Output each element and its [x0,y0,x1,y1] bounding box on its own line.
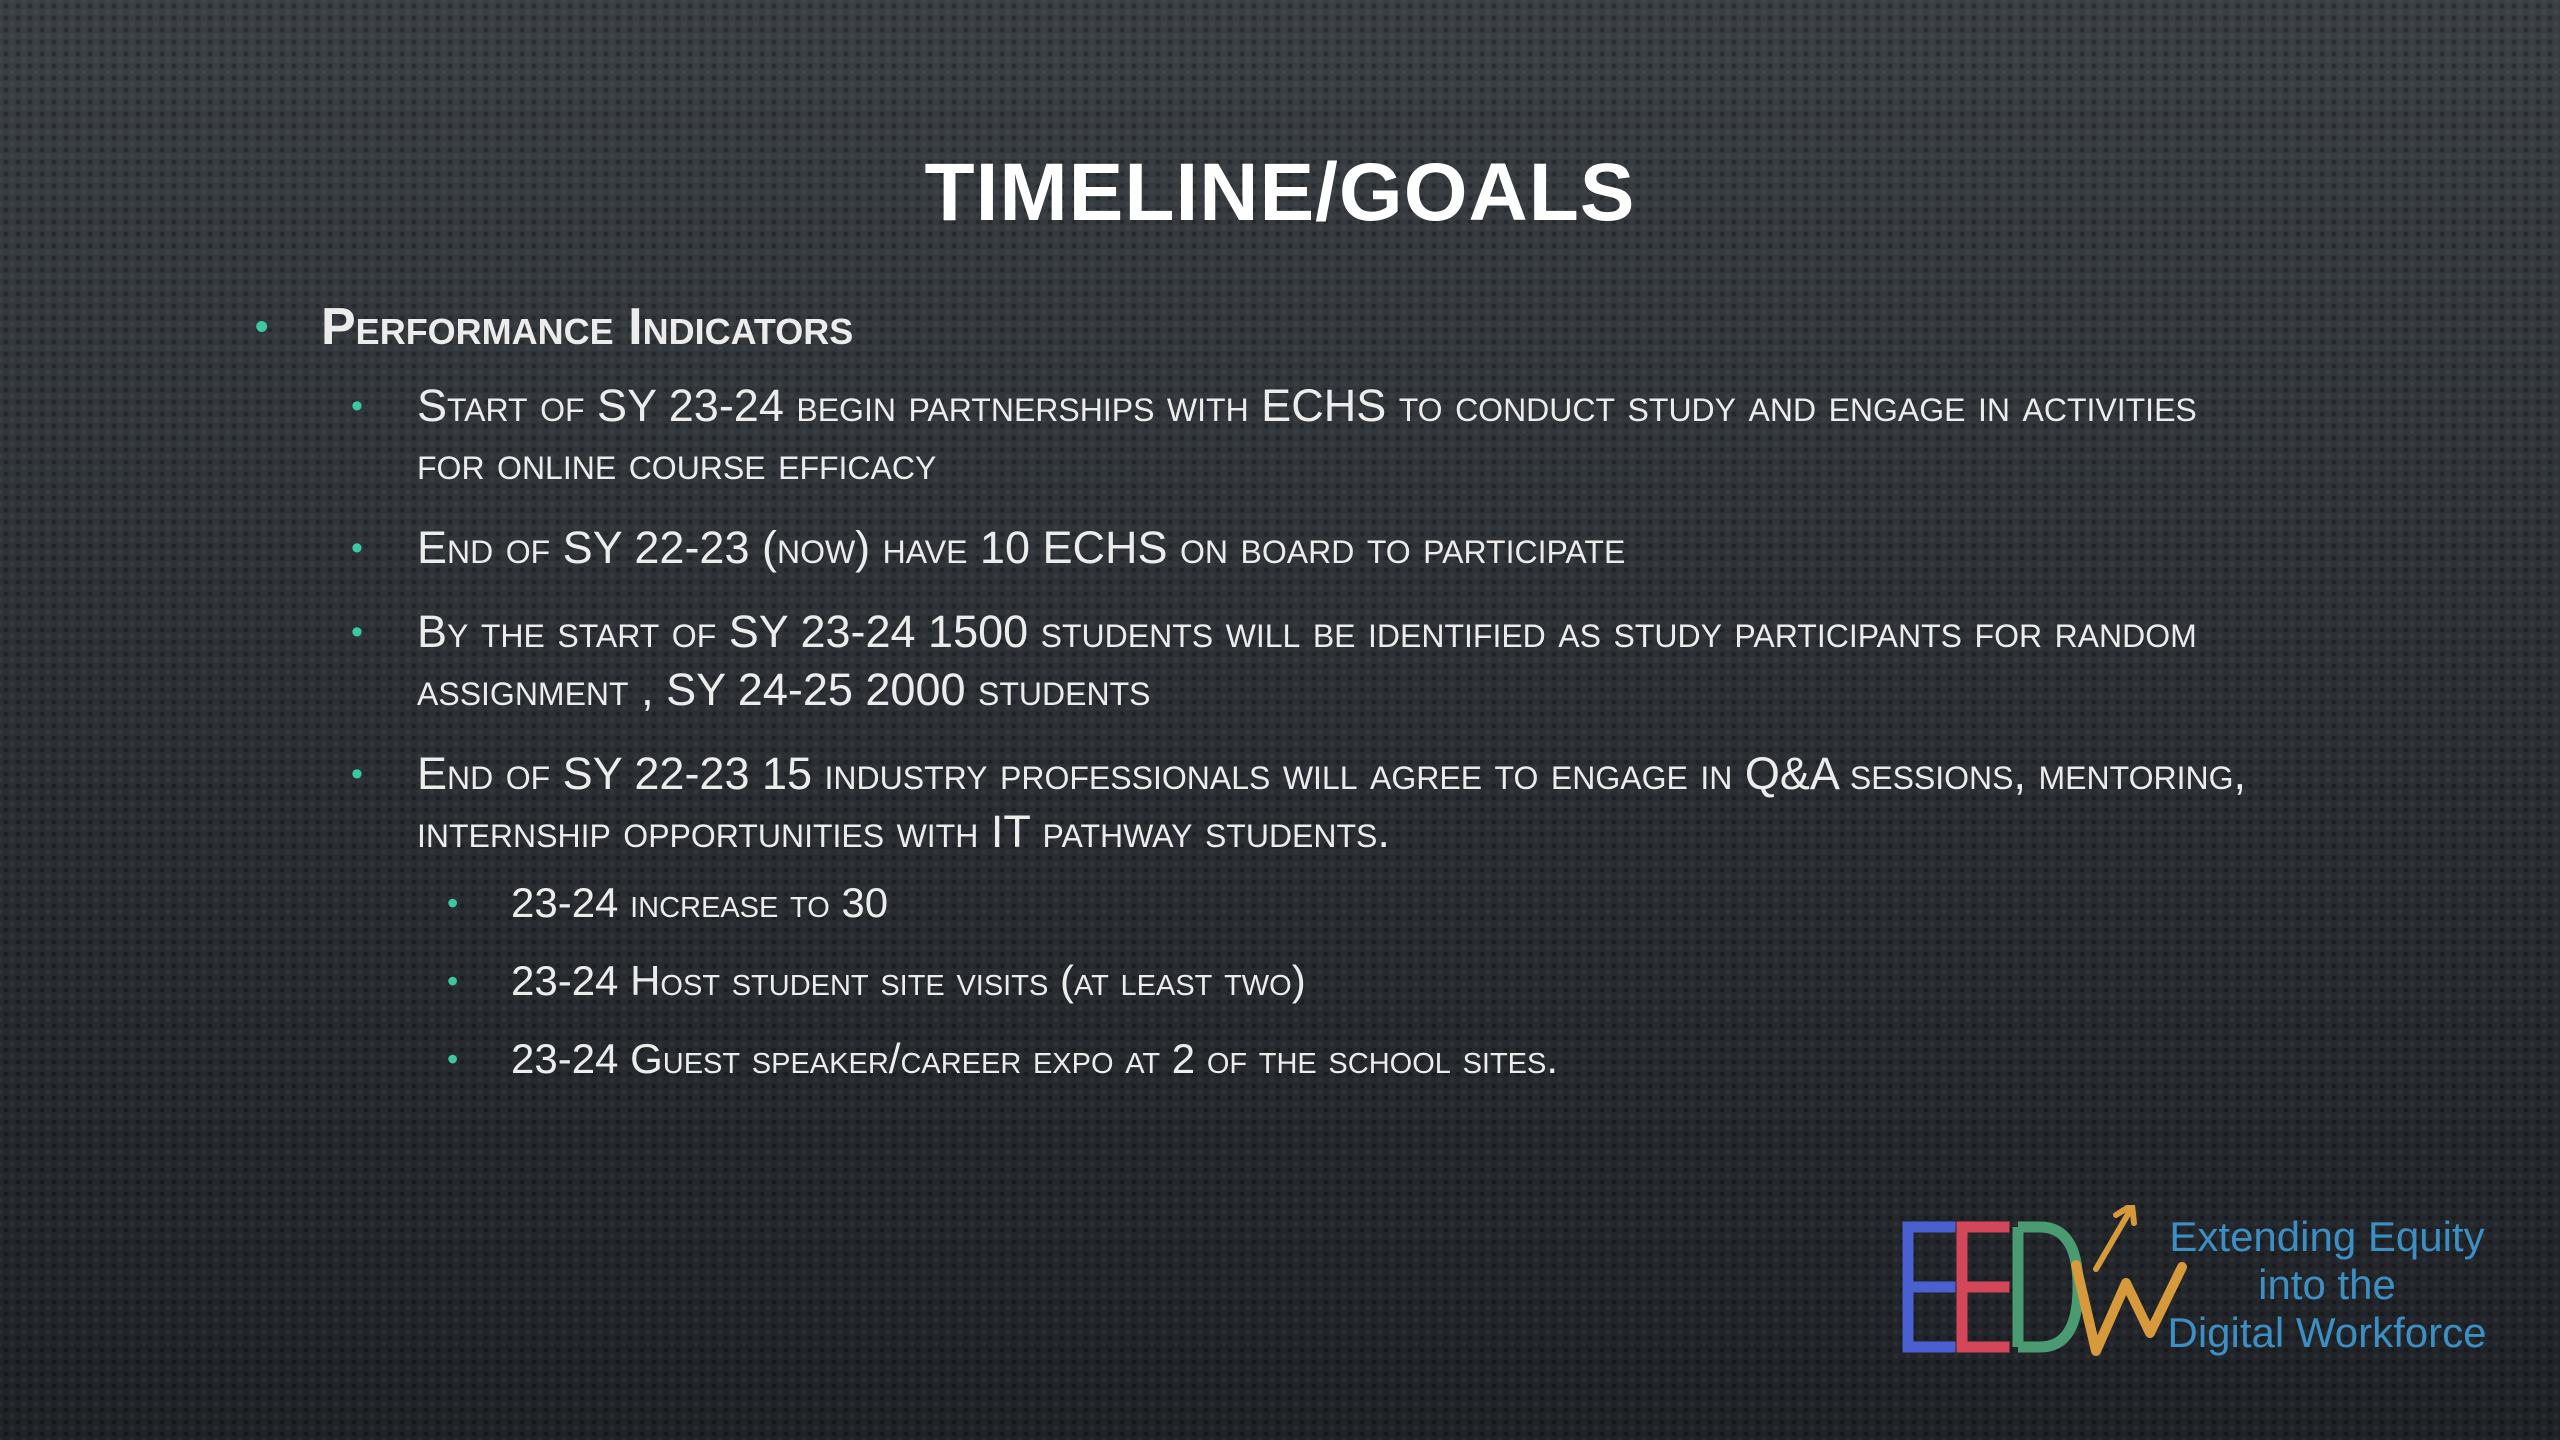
section-heading-item [255,295,2255,1087]
logo-tagline [2152,1213,2502,1357]
bullet-dot-icon: • [351,613,363,651]
bullet-list-level-1 [255,295,2255,1087]
list-item-text: End of SY 22-23 (now) have 10 ECHS on board to participate [417,522,1626,573]
slide-content [255,295,2255,1113]
bullet-dot-icon: • [255,306,269,348]
logo-line-2: into the [2258,1261,2396,1308]
list-item-text: By the start of SY 23-24 1500 students will be identified as study participants for random assignment , SY 24-25 2000 students [417,606,2197,715]
section-heading: Performance Indicators [321,298,854,356]
list-item [351,603,2255,719]
logo-line-1: Extending Equity [2169,1213,2485,1260]
bullet-dot-icon: • [447,1041,459,1077]
eedw-logo [1900,1205,2500,1365]
sub-list-item [447,875,2255,931]
bullet-dot-icon: • [351,387,363,425]
eedw-logo-mark-icon [1900,1205,2190,1365]
slide-title: TIMELINE/GOALS [924,147,1636,238]
logo-line-3: Digital Workforce [2167,1309,2487,1356]
bullet-dot-icon: • [447,963,459,999]
sub-list-item [447,1031,2255,1087]
sub-list-item-text: 23-24 increase to 30 [511,879,889,926]
bullet-dot-icon: • [351,529,363,567]
bullet-list-level-3 [447,875,2255,1087]
bullet-list-level-2 [351,377,2255,1087]
list-item [351,377,2255,493]
list-item-text: Start of SY 23-24 begin partnerships with ECHS to conduct study and engage in activities for online course efficacy [417,380,2197,489]
list-item [351,519,2255,577]
bullet-dot-icon: • [447,885,459,921]
list-item [351,745,2255,1087]
list-item-text: End of SY 22-23 15 industry professionals will agree to engage in Q&A sessions, mentoring, internship opportunities with IT pathway students. [417,748,2246,857]
sub-list-item-text: 23-24 Guest speaker/career expo at 2 of the school sites. [511,1035,1559,1082]
sub-list-item-text: 23-24 Host student site visits (at least two) [511,957,1306,1004]
sub-list-item [447,953,2255,1009]
bullet-dot-icon: • [351,755,363,793]
